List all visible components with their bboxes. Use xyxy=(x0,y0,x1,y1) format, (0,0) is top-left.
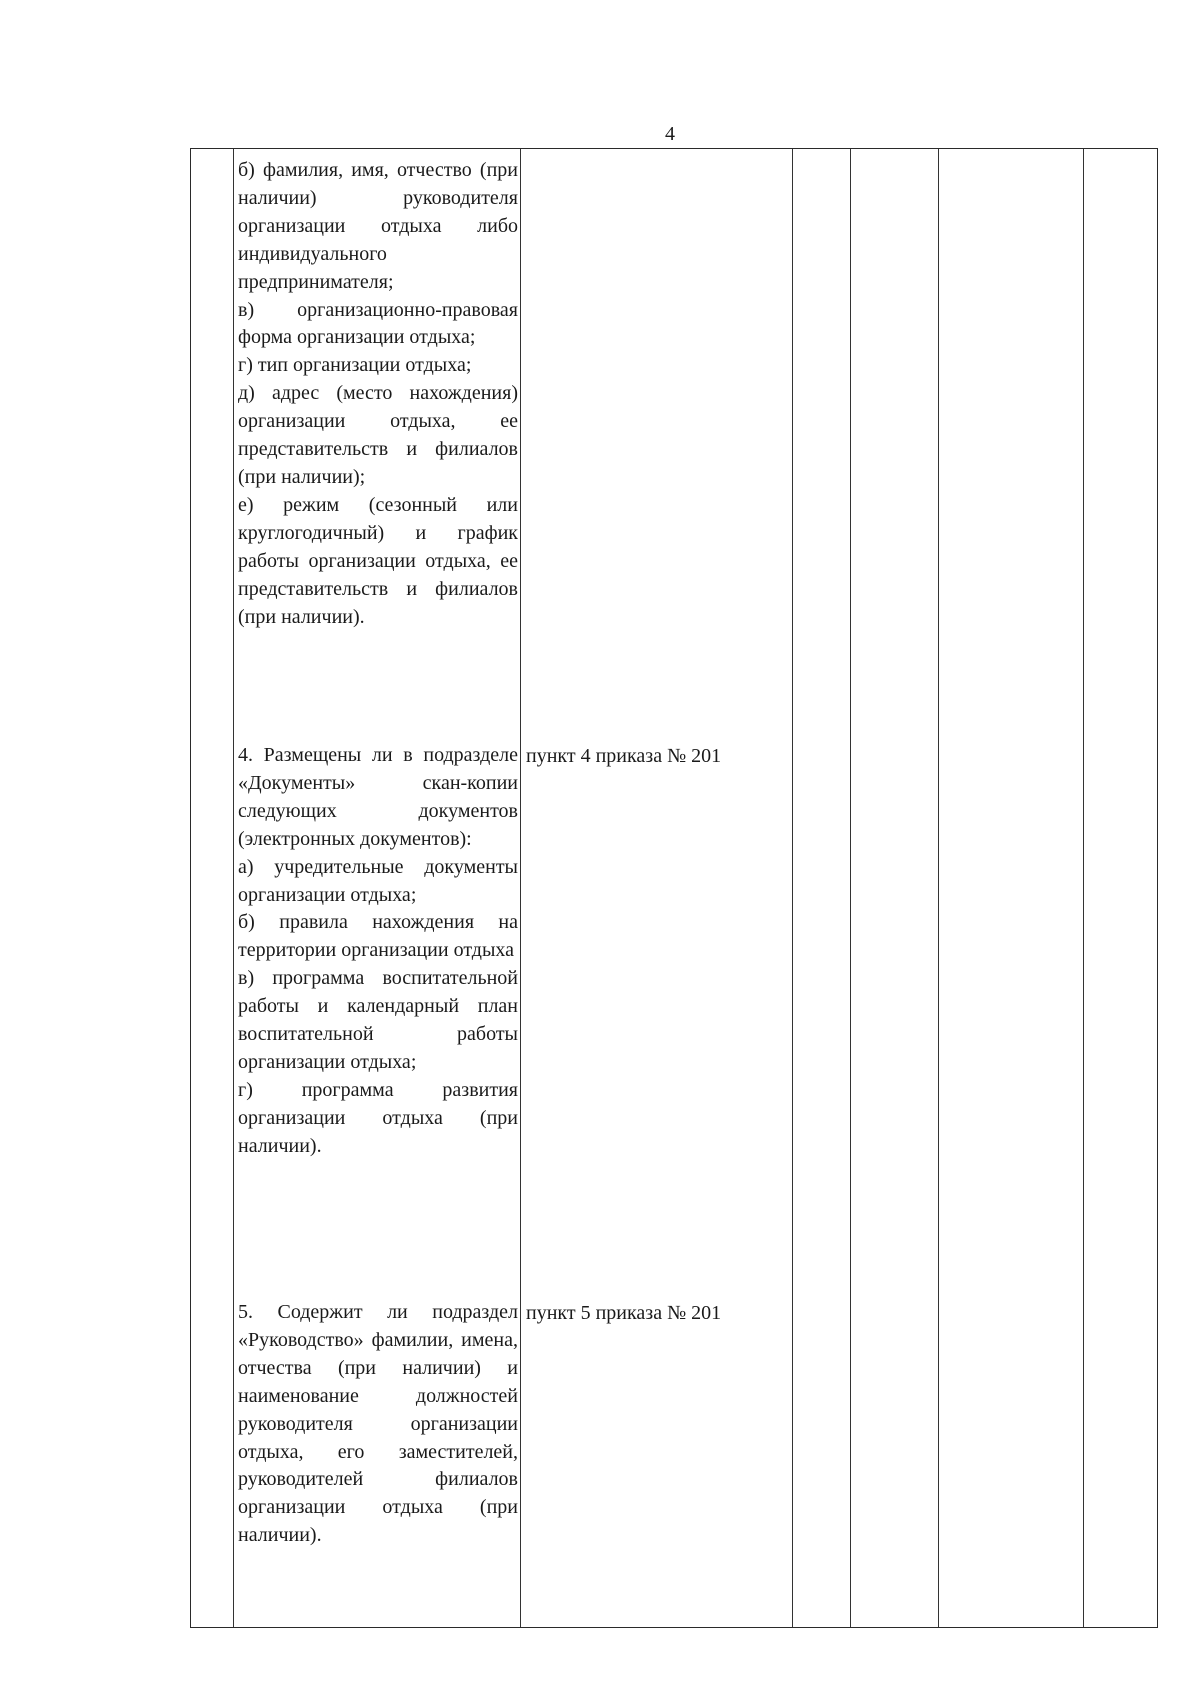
question-line: д) адрес (место нахождения) организации отдыха, ее представительств и филиалов (при наличии); xyxy=(238,382,518,488)
question-line: г) программа развития организации отдыха (при наличии). xyxy=(238,1078,518,1157)
question-line: в) организационно-правовая форма организации отдыха; xyxy=(238,298,518,349)
reference-cell-item-4: пункт 4 приказа № 201 xyxy=(526,745,722,767)
question-line: а) учредительные документы организации отдыха; xyxy=(238,855,518,906)
question-line: г) тип организации отдыха; xyxy=(238,354,472,377)
column-divider-1 xyxy=(233,149,234,1627)
question-cell-item-5 xyxy=(238,1299,518,1550)
question-line: б) фамилия, имя, отчество (при наличии) руководителя организации отдыха либо индивидуального предпринимателя; xyxy=(238,159,518,293)
reference-cell-item-5: пункт 5 приказа № 201 xyxy=(526,1302,722,1324)
question-cell-item-4 xyxy=(238,742,518,1161)
question-line: 4. Размещены ли в подразделе «Документы» скан-копии следующих документов (электронных документов): xyxy=(238,744,518,850)
column-divider-2 xyxy=(520,149,521,1627)
column-divider-4 xyxy=(850,149,851,1627)
question-cell-item-3-continued xyxy=(238,157,518,631)
column-divider-6 xyxy=(1083,149,1084,1627)
column-divider-5 xyxy=(938,149,939,1627)
column-divider-3 xyxy=(792,149,793,1627)
question-line: б) правила нахождения на территории организации отдыха xyxy=(238,911,518,962)
question-line: 5. Содержит ли подраздел «Руководство» фамилии, имена, отчества (при наличии) и наименование должностей руководителя организации отдыха, его заместителей, руководителей филиалов организации отдыха (при наличии). xyxy=(238,1301,518,1547)
question-line: в) программа воспитательной работы и календарный план воспитательной работы организации отдыха; xyxy=(238,967,518,1073)
question-line: е) режим (сезонный или круглогодичный) и график работы организации отдыха, ее представительств и филиалов (при наличии). xyxy=(238,493,518,628)
page-number: 4 xyxy=(665,123,675,145)
